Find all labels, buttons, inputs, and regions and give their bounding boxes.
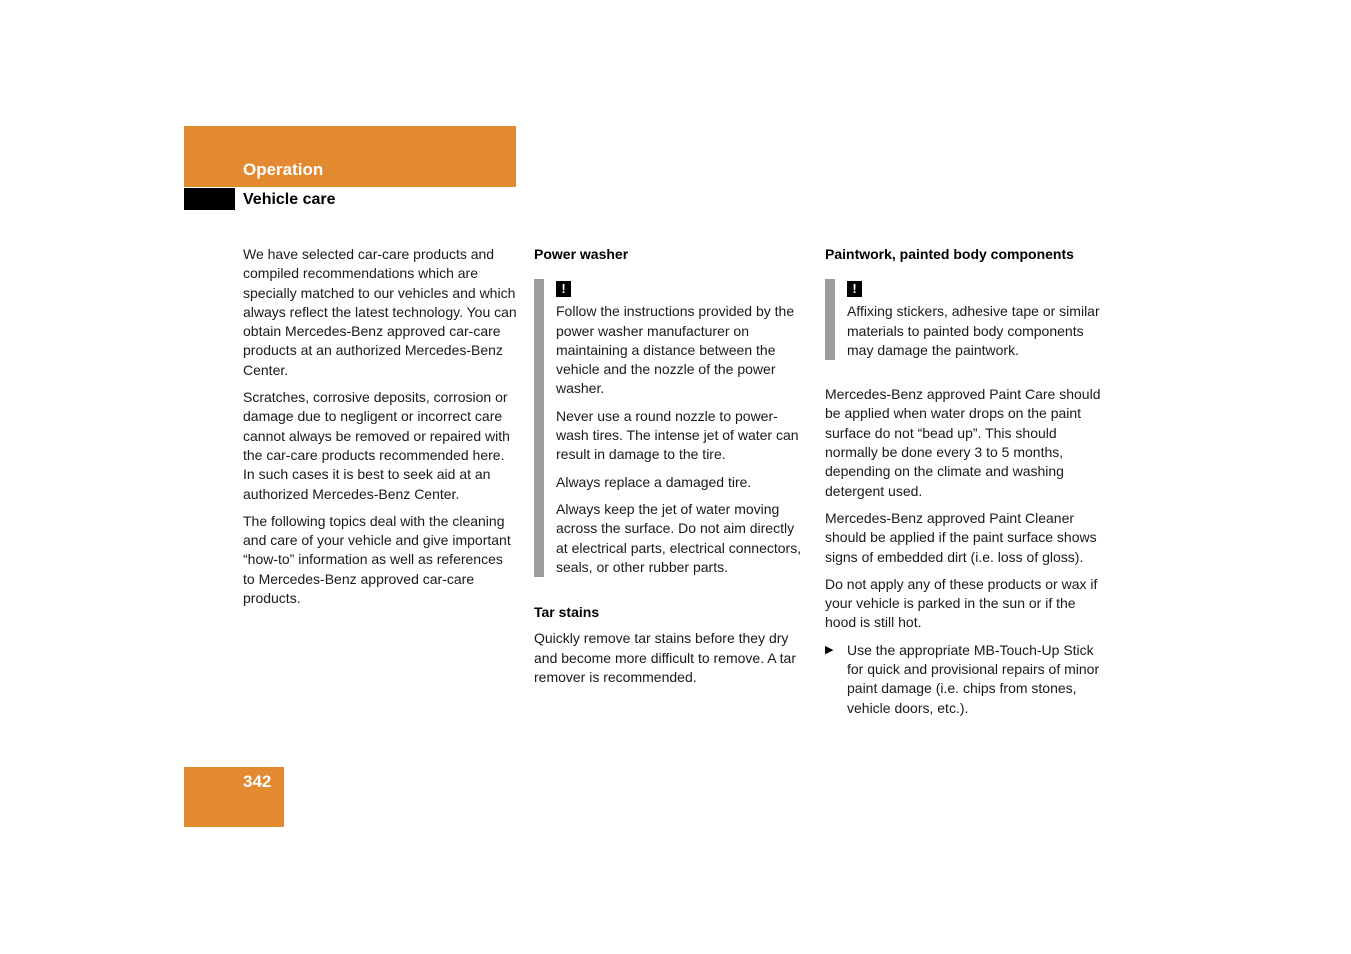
warning-paragraph: Follow the instructions provided by the power washer manufacturer on maintaining a distance between the vehicle and the nozzle of the power washer.: [556, 303, 795, 397]
subsection-title: Vehicle care: [243, 191, 336, 208]
intro-paragraph: The following topics deal with the cleaning and care of your vehicle and give important “how-to” information as well as references to Mercedes-Benz approved car-care products.: [243, 512, 511, 607]
column-paintwork: [825, 245, 1105, 718]
power-washer-warning: [534, 279, 809, 577]
intro-paragraph: Scratches, corrosive deposits, corrosion or damage due to negligent or incorrect care cannot always be removed or repaired with the car-care products recommended here. In such cases it is best to seek aid at an authorized Mercedes-Benz Center.: [243, 389, 510, 502]
warning-paragraph: Always replace a damaged tire.: [556, 473, 752, 490]
subsection-marker: [184, 188, 235, 210]
column-power-washer: [534, 245, 809, 695]
bullet-text: Use the appropriate MB-Touch-Up Stick for quick and provisional repairs of minor paint damage (i.e. chips from stones, vehicle doors, etc.).: [847, 641, 1100, 716]
warning-paragraph: Never use a round nozzle to power-wash tires. The intense jet of water can result in damage to the tire.: [556, 407, 799, 463]
tar-stains-paragraph: Quickly remove tar stains before they dry and become more difficult to remove. A tar remover is recommended.: [534, 630, 796, 686]
tar-stains-heading: Tar stains: [534, 604, 600, 621]
warning-bar: [825, 279, 835, 360]
power-washer-heading: Power washer: [534, 246, 629, 262]
paintwork-warning: [825, 279, 1105, 360]
exclamation-icon: !: [847, 281, 862, 297]
warning-paragraph: Always keep the jet of water moving across the surface. Do not aim directly at electrical parts, electrical connectors, seals, or other rubber parts.: [556, 500, 802, 575]
warning-bar: [534, 279, 544, 577]
intro-paragraph: We have selected car-care products and compiled recommendations which are specially matched to our vehicles and which always reflect the latest technology. You can obtain Mercedes-Benz approved car-care products at an authorized Mercedes-Benz Center.: [243, 246, 517, 378]
exclamation-icon: !: [556, 281, 571, 297]
instruction-bullet: [825, 641, 1105, 718]
triangle-right-icon: ▶: [825, 643, 834, 656]
paintwork-heading: Paintwork, painted body components: [825, 246, 1074, 262]
page-number: 342: [243, 772, 272, 791]
warning-paragraph: Affixing stickers, adhesive tape or similar materials to painted body components may damage the paintwork.: [847, 303, 1100, 358]
paintwork-paragraph: Do not apply any of these products or wax if your vehicle is parked in the sun or if the hood is still hot.: [825, 575, 1098, 631]
section-header-bar: [184, 126, 516, 187]
paintwork-paragraph: Mercedes-Benz approved Paint Cleaner should be applied if the paint surface shows signs of embedded dirt (i.e. loss of gloss).: [825, 509, 1097, 565]
section-title: Operation: [243, 160, 324, 179]
column-intro: [243, 245, 518, 616]
paintwork-paragraph: Mercedes-Benz approved Paint Care should be applied when water drops on the paint surface do not “bead up”. This should normally be done every 3 to 5 months, depending on the climate and washing detergent used.: [825, 386, 1101, 499]
